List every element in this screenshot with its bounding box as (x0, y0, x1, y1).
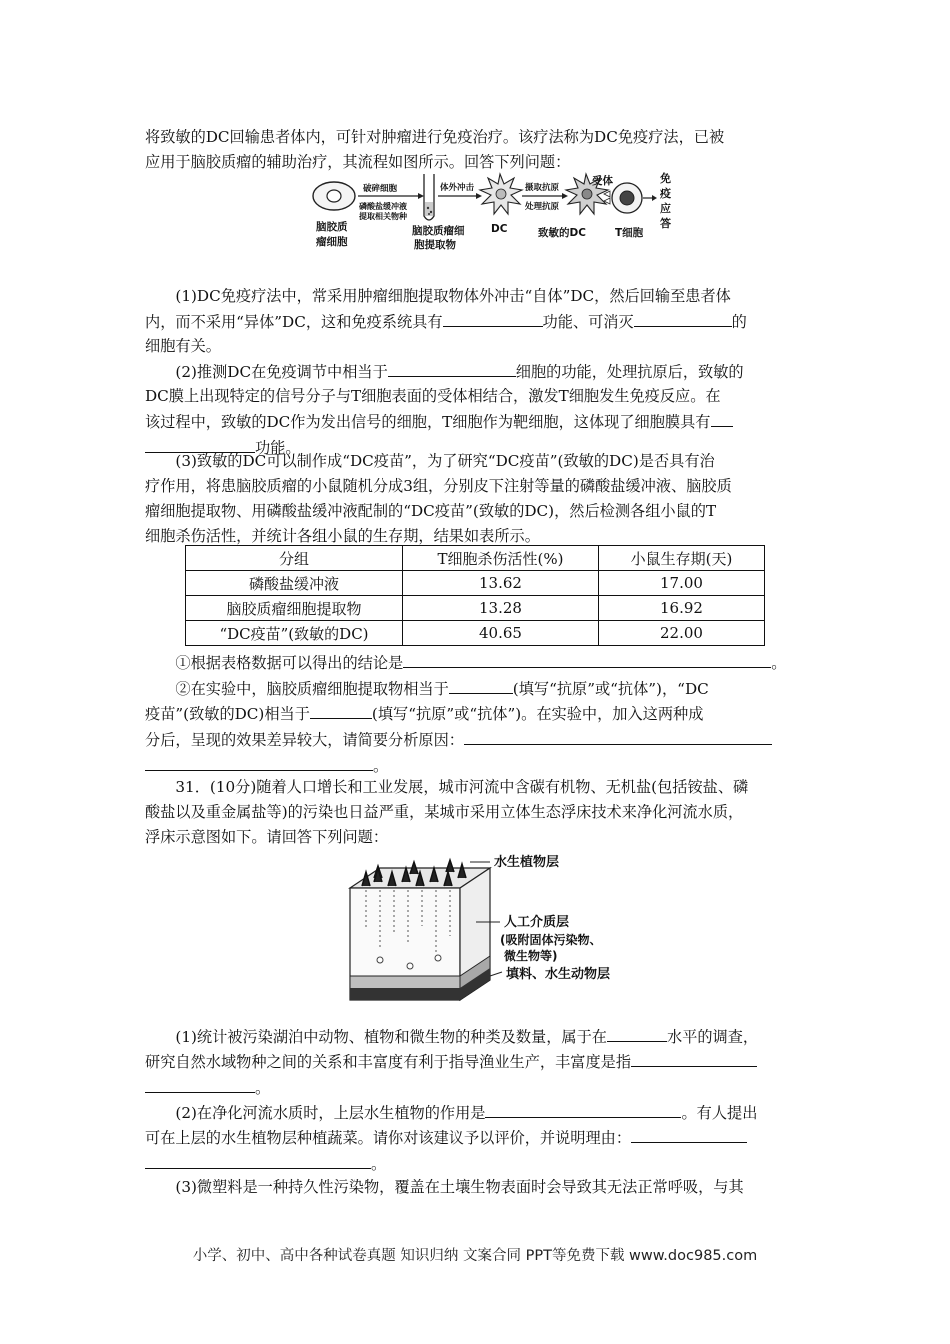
question-31-2-cont: 可在上层的水生植物层种植蔬菜。请你对该建议予以评价，并说明理由： 。 (145, 1125, 810, 1177)
dc-label: DC (491, 223, 508, 235)
question-3-cont: 疗作用，将患脑胶质瘤的小鼠随机分成3组，分别皮下注射等量的磷酸盐缓冲液、脑胶质 瘤细胞提取物、用磷酸盐缓冲液配制的“DC疫苗”(致敏的DC)，然后检测各组小鼠的T 细胞杀伤活性，并统计各组小鼠的生存期，结果如表所示。 (145, 477, 732, 545)
extract-label-2: 胞提取物 (414, 239, 456, 251)
sub-question-2: ②在实验中，脑胶质瘤细胞提取物相当于 (填写“抗原”或“抗体”)，“DC (145, 676, 810, 702)
answer-blank[interactable] (711, 409, 733, 427)
dc-cell-icon (480, 174, 522, 214)
answer-blank[interactable] (403, 650, 771, 668)
svg-text:应: 应 (660, 202, 671, 215)
answer-blank[interactable] (634, 309, 732, 327)
question-3: (3)致敏的DC可以制作成“DC疫苗”，为了研究“DC疫苗”(致敏的DC)是否具有治 (175, 452, 715, 470)
table-header: 小鼠生存期(天) (599, 546, 765, 571)
svg-text:免: 免 (660, 172, 671, 185)
answer-blank[interactable] (464, 727, 772, 745)
question-31: 31．(10分)随着人口增长和工业发展，城市河流中含碳有机物、无机盐(包括铵盐、磷 (175, 778, 749, 796)
svg-text:处理抗原: 处理抗原 (525, 202, 560, 212)
sensitized-dc-label: 致敏的DC (538, 227, 586, 239)
test-tube-icon (424, 174, 434, 220)
answer-blank[interactable] (449, 676, 513, 694)
table-header-row (186, 546, 765, 571)
svg-text:疫: 疫 (660, 187, 671, 200)
layer-label: 填料、水生动物层 (506, 967, 611, 982)
glioma-cell-icon (313, 182, 355, 210)
glioma-cell-label-1: 脑胶质 (316, 221, 348, 233)
question-1: (1)DC免疫疗法中，常采用肿瘤细胞提取物体外冲击“自体”DC，然后回输至患者体 内，而不采用“异体”DC，这和免疫系统具有 功能、可消灭 的 (145, 287, 747, 331)
layer-label: 水生植物层 (494, 855, 560, 870)
table-row (186, 621, 765, 646)
table-cell: 脑胶质瘤细胞提取物 (186, 596, 403, 621)
footer-banner: 小学、初中、高中各种试卷真题 知识归纳 文案合同 PPT等免费下载 www.doc985.com (192, 1248, 758, 1264)
answer-blank[interactable] (607, 1024, 667, 1042)
table-cell: 16.92 (599, 596, 765, 621)
table-cell: 13.28 (403, 596, 599, 621)
question-31-cont: 酸盐以及重金属盐等)的污染也日益严重，某城市采用立体生态浮床技术来净化河流水质， 浮床示意图如下。请回答下列问题： (145, 803, 744, 846)
answer-blank[interactable] (443, 309, 543, 327)
question-31-1: (1)统计被污染湖泊中动物、植物和微生物的种类及数量，属于在 水平的调查， (145, 1024, 810, 1050)
answer-blank[interactable] (310, 701, 372, 719)
answer-blank[interactable] (485, 1100, 681, 1118)
t-cell-label: T细胞 (615, 227, 644, 239)
svg-text:提取相关物种: 提取相关物种 (359, 212, 407, 221)
svg-text:体外冲击: 体外冲击 (440, 183, 475, 193)
question-2: (2)推测DC在免疫调节中相当于 细胞的功能，处理抗原后，致敏的 (145, 359, 810, 385)
table-cell: 13.62 (403, 571, 599, 596)
answer-blank[interactable] (631, 1125, 747, 1143)
svg-text:答: 答 (660, 217, 671, 230)
svg-text:摄取抗原: 摄取抗原 (525, 183, 560, 193)
table-cell: 磷酸盐缓冲液 (186, 571, 403, 596)
table-cell: 22.00 (599, 621, 765, 646)
table-row (186, 596, 765, 621)
svg-text:磷酸盐缓冲液: 磷酸盐缓冲液 (359, 202, 407, 211)
glioma-cell-label-2: 瘤细胞 (316, 236, 348, 248)
extract-label-1: 脑胶质瘤细 (412, 225, 465, 237)
question-1-end: 细胞有关。 (145, 337, 221, 355)
results-table (185, 545, 765, 646)
intro-paragraph: 将致敏的DC回输患者体内，可针对肿瘤进行免疫治疗。该疗法称为DC免疫疗法，已被 应用于脑胶质瘤的辅助治疗，其流程如图所示。回答下列问题： (145, 128, 725, 171)
answer-blank[interactable] (145, 1075, 255, 1093)
svg-text:破碎细胞: 破碎细胞 (363, 184, 398, 194)
table-header: T细胞杀伤活性(%) (403, 546, 599, 571)
question-31-1-cont: 研究自然水域物种之间的关系和丰富度有利于指导渔业生产，丰富度是指 。 (145, 1049, 810, 1101)
answer-blank[interactable] (145, 1151, 371, 1169)
answer-blank[interactable] (388, 359, 516, 377)
table-cell: 17.00 (599, 571, 765, 596)
sub-question-1: ①根据表格数据可以得出的结论是 。 (145, 650, 810, 676)
t-cell-icon (612, 183, 642, 213)
dc-therapy-flow-diagram (308, 168, 688, 258)
table-header: 分组 (186, 546, 403, 571)
layer-label: 人工介质层 (504, 915, 570, 930)
question-2-cont: DC膜上出现特定的信号分子与T细胞表面的受体相结合，激发T细胞发生免疫反应。在 该过程中，致敏的DC作为发出信号的细胞，T细胞作为靶细胞，这体现了细胞膜具有 功能。 (145, 384, 810, 461)
floating-bed-box (350, 868, 490, 1000)
question-31-2: (2)在净化河流水质时，上层水生植物的作用是 。有人提出 (145, 1100, 810, 1126)
table-row (186, 571, 765, 596)
layer-note: 微生物等) (504, 949, 558, 963)
table-cell: “DC疫苗”(致敏的DC) (186, 621, 403, 646)
floating-bed-diagram (340, 848, 670, 1008)
receptor-label: 受体 (592, 175, 613, 187)
answer-blank[interactable] (145, 753, 373, 771)
sub-question-2-cont: 疫苗”(致敏的DC)相当于 (填写“抗原”或“抗体”)。在实验中，加入这两种成 分后，呈现的效果差异较大，请简要分析原因： 。 (145, 701, 810, 779)
table-cell: 40.65 (403, 621, 599, 646)
answer-blank[interactable] (631, 1049, 757, 1067)
question-31-3: (3)微塑料是一种持久性污染物，覆盖在土壤生物表面时会导致其无法正常呼吸，与其 (175, 1178, 744, 1196)
layer-note: (吸附固体污染物、 (500, 933, 602, 947)
